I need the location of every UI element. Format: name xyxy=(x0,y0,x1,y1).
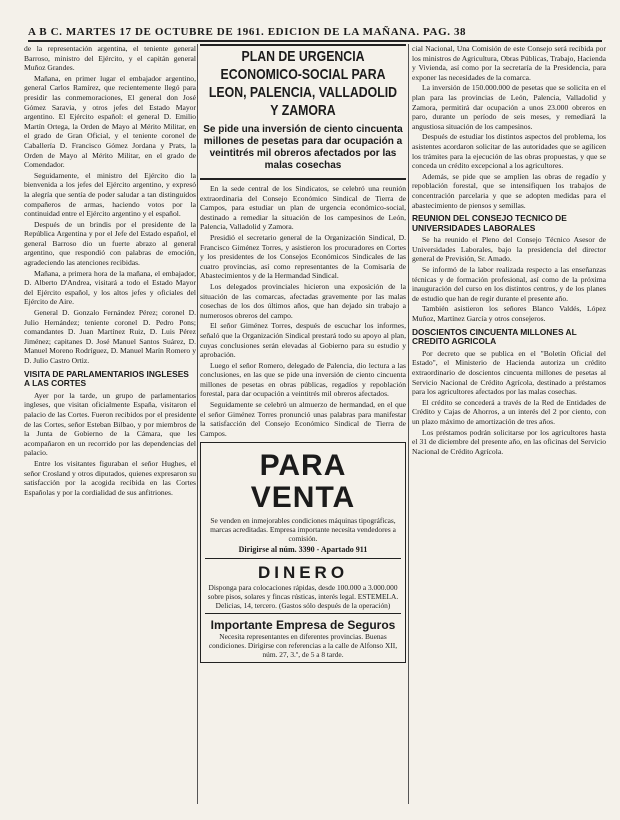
article-paragraph: General D. Gonzalo Fernández Pérez; coronel D. Julio Hernández; teniente coronel D. Pedro Pons; comandantes D. Juan Martínez Ruiz, D. Luis Pérez Jiménez; capitanes D. José Manuel Santos Suárez, D. Manuel Moreno Rodríguez, D. Manuel Marín Romero y D. Julio Castro Ortiz. xyxy=(24,308,196,365)
article-paragraph: La inversión de 150.000.000 de pesetas que se solicita en el plan para las provincias de León, Palencia, Valladolid y Zamora, permitirá dar ocupación a unos 23.000 obreros en paro, durante un período de seis meses, y remediará la angustiosa situación de los campesinos. xyxy=(412,83,606,131)
article-paragraph: Se informó de la labor realizada respecto a las enseñanzas técnicas y de formación profesional, así como de la próxima inauguración del curso en los distintos centros, y de los planes de estudio que han de regir durante el presente año. xyxy=(412,265,606,303)
article-paragraph: Después de un brindis por el presidente de la República Argentina y por el Jefe del Estado español, el general Barroso dio un fuerte abrazo al general argentino, que respondió con palabras de emoción, agradeciendo las atenciones recibidas. xyxy=(24,219,196,268)
ad-dinero-body: Disponga para colocaciones rápidas, desde 100.000 a 3.000.000 sobre pisos, solares y fincas rústicas, interés legal. ESTEMELA. Delicias, 14, tercero. (Gastos sólo después de la operación) xyxy=(207,583,399,611)
article-paragraph: Se ha reunido el Pleno del Consejo Técnico Asesor de Universidades Laborales, bajo la presidencia del director general de Previsión, Sr. Amado. xyxy=(412,235,606,264)
article-paragraph: Presidió el secretario general de la Organización Sindical, D. Francisco Giménez Torres, y asistieron los procuradores en Cortes y los presidentes de los Consejos Económicos Sindicales de las cuatro provincias, así como representantes de la Comisaría de Abastecimientos y de la Hermandad Sindical. xyxy=(200,232,406,281)
article-heading: DOSCIENTOS CINCUENTA MILLONES AL CREDITO AGRICOLA xyxy=(412,326,577,347)
masthead-paper: A B C. xyxy=(28,26,63,38)
column-left xyxy=(24,44,196,806)
article-paragraph: El crédito se concederá a través de la Red de Entidades de Crédito y Cajas de Ahorros, a un interés del 2 por ciento, con un plazo máximo de amortización de tres años. xyxy=(412,397,606,426)
article-paragraph: Por decreto que se publica en el "Boletín Oficial del Estado", el Ministerio de Hacienda autoriza un crédito extraordinario de doscientos cincuenta millones de pesetas al Servicio Nacional de Crédito Agrícola, destinado a préstamos para los agricultores afectados por las malas cosechas. xyxy=(412,348,606,397)
ad-seguros-title: Importante Empresa de Seguros xyxy=(210,618,396,633)
masthead-date: MARTES 17 DE OCTUBRE DE 1961. xyxy=(65,26,265,38)
article-paragraph: Los delegados provinciales hicieron una exposición de la situación de las comarcas, afectadas gravemente por las malas cosechas de los dos últimos años, que han dejado sin trabajo a numerosos obreros del campo. xyxy=(200,281,406,320)
article-paragraph: Seguidamente se celebró un almuerzo de hermandad, en el que el señor Giménez Torres pronunció unas palabras para manifestar la satisfacción del Consejo Económico Sindical de Tierra de Campos. xyxy=(200,400,406,438)
article-paragraph: Mañana, a primera hora de la mañana, el embajador, D. Alberto D'Andrea, visitará a todo el Estado Mayor del Ejército español, y los altos jefes y oficiales del Ejército de Aire. xyxy=(24,268,196,307)
headline-subhead: Se pide una inversión de ciento cincuenta millones de pesetas para dar ocupación a veintitrés mil obreros afectados por las malas cosechas xyxy=(203,124,403,171)
article-paragraph: En la sede central de los Sindicatos, se celebró una reunión extraordinaria del Consejo Económico Sindical de Tierra de Campos, para estudiar un plan de urgencia económico-social, destinado a remediar la situación de los campesinos de León, Palencia, Valladolid y Zamora. xyxy=(200,184,406,232)
masthead xyxy=(28,26,602,42)
article-paragraph: El señor Giménez Torres, después de escuchar los informes, señaló que la Organización Sindical prestará todo su apoyo al plan, cuyas conclusiones serán elevadas al Gobierno para su estudio y aprobación. xyxy=(200,321,406,360)
article-paragraph: Los préstamos podrán solicitarse por los agricultores hasta el 31 de diciembre del presente año, en las oficinas del Servicio Nacional de Crédito Agrícola. xyxy=(412,427,606,456)
ad-divider xyxy=(205,558,401,559)
article-paragraph: Después de estudiar los distintos aspectos del problema, los asistentes acordaron solicitar de las autoridades que se agilicen los trámites para la ejecución de las obras propuestas, y que se conceda un crédito excepcional a los agricultores. xyxy=(412,132,606,171)
masthead-page: PAG. 38 xyxy=(423,26,467,38)
article-paragraph: Luego el señor Romero, delegado de Palencia, dio lectura a las conclusiones, en las que se pide una inversión de ciento cincuenta millones de pesetas en obras públicas, regadíos y repoblación forestal, para dar ocupación a veintitrés mil obreros afectados. xyxy=(200,360,406,399)
ad-para-venta-contact: Dirigirse al núm. 3390 - Apartado 911 xyxy=(238,545,368,555)
article-heading: VISITA DE PARLAMENTARIOS INGLESES A LAS CORTES xyxy=(24,368,189,389)
main-headline: PLAN DE URGENCIA ECONOMICO-SOCIAL PARA LEON, PALENCIA, VALLADOLID Y ZAMORA xyxy=(208,48,398,119)
ad-dinero-title: DINERO xyxy=(257,563,349,583)
ad-para-venta-title: PARA VENTA xyxy=(250,449,356,515)
article-paragraph: de la representación argentina, el teniente general Barroso, ministro del Ejército, y el capitán general Muñoz Grandes. xyxy=(24,44,196,73)
article-paragraph: Seguidamente, el ministro del Ejército dio la bienvenida a los jefes del Ejército argentino, y expresó la alegría que sentía de poder saludar a tan distinguidos compañeros de armas, haciendo votos por la continuidad entre el Ejército argentino y el español. xyxy=(24,170,196,219)
headline-box xyxy=(200,44,406,180)
article-paragraph: Además, se pide que se amplíen las obras de regadío y repoblación forestal, que se intensifiquen los trabajos de concentración parcelaria y que se adopten medidas para el abastecimiento de piensos y semillas. xyxy=(412,171,606,210)
column-rule xyxy=(408,44,409,804)
column-right xyxy=(412,44,606,806)
ad-para-venta-body: Se venden en inmejorables condiciones máquinas tipográficas, marcas acreditadas. Empresa importante necesita vendedores a comisión. xyxy=(210,516,396,544)
ad-seguros-body: Necesita representantes en diferentes provincias. Buenas condiciones. Dirigirse con referencias a la calle de Alfonso XII, núm. 27, 3.º, de 5 a 8 tarde. xyxy=(208,632,398,660)
article-paragraph: Entre los visitantes figuraban el señor Hughes, el señor Crosland y otros diputados, quienes expresaron su satisfacción por la acogida recibida en las Cortes Españolas y por la cordialidad de sus anfitriones. xyxy=(24,458,196,497)
article-heading: REUNION DEL CONSEJO TECNICO DE UNIVERSIDADES LABORALES xyxy=(412,213,567,233)
column-center xyxy=(200,44,406,806)
article-paragraph: cial Nacional, Una Comisión de este Consejo será recibida por los ministros de Agricultura, Obras Públicas, Trabajo, Hacienda y Vivienda, así como por la secretaría de la Presidencia, para exponer las necesidades de la comarca. xyxy=(412,44,606,82)
article-paragraph: También asistieron los señores Blanco Valdés, López Muñoz, Martínez García y otros consejeros. xyxy=(412,304,606,324)
article-paragraph: Mañana, en primer lugar el embajador argentino, general Carlos Ramírez, que recientemente llegó para presidir las conmemoraciones, El general don José Gómez Saravia, y otros jefes del Estado Mayor argentino. El Ejército español: el general D. Emilio Martín Ortega, la Orden de Mayo al Mérito Militar, en el grado de Gran Oficial, y el teniente coronel de Caballería D. Francisco Gómez Jordana y Prats, la Orden de Mayo al Mérito Militar, en el grado de Comendador. xyxy=(24,73,196,170)
article-paragraph: Ayer por la tarde, un grupo de parlamentarios ingleses, que visitan oficialmente España, visitaron el palacio de las Cortes. Fueron recibidos por el presidente de las Cortes, señor Esteban Bilbao, y por miembros de la Junta de Gobierno de la Cámara, que les acompañaron en un recorrido por las dependencias del palacio. xyxy=(24,390,196,458)
column-rule xyxy=(197,44,198,804)
ad-divider xyxy=(205,613,401,614)
masthead-edition: EDICION DE LA MAÑANA. xyxy=(267,26,420,38)
classified-ads xyxy=(200,442,406,663)
